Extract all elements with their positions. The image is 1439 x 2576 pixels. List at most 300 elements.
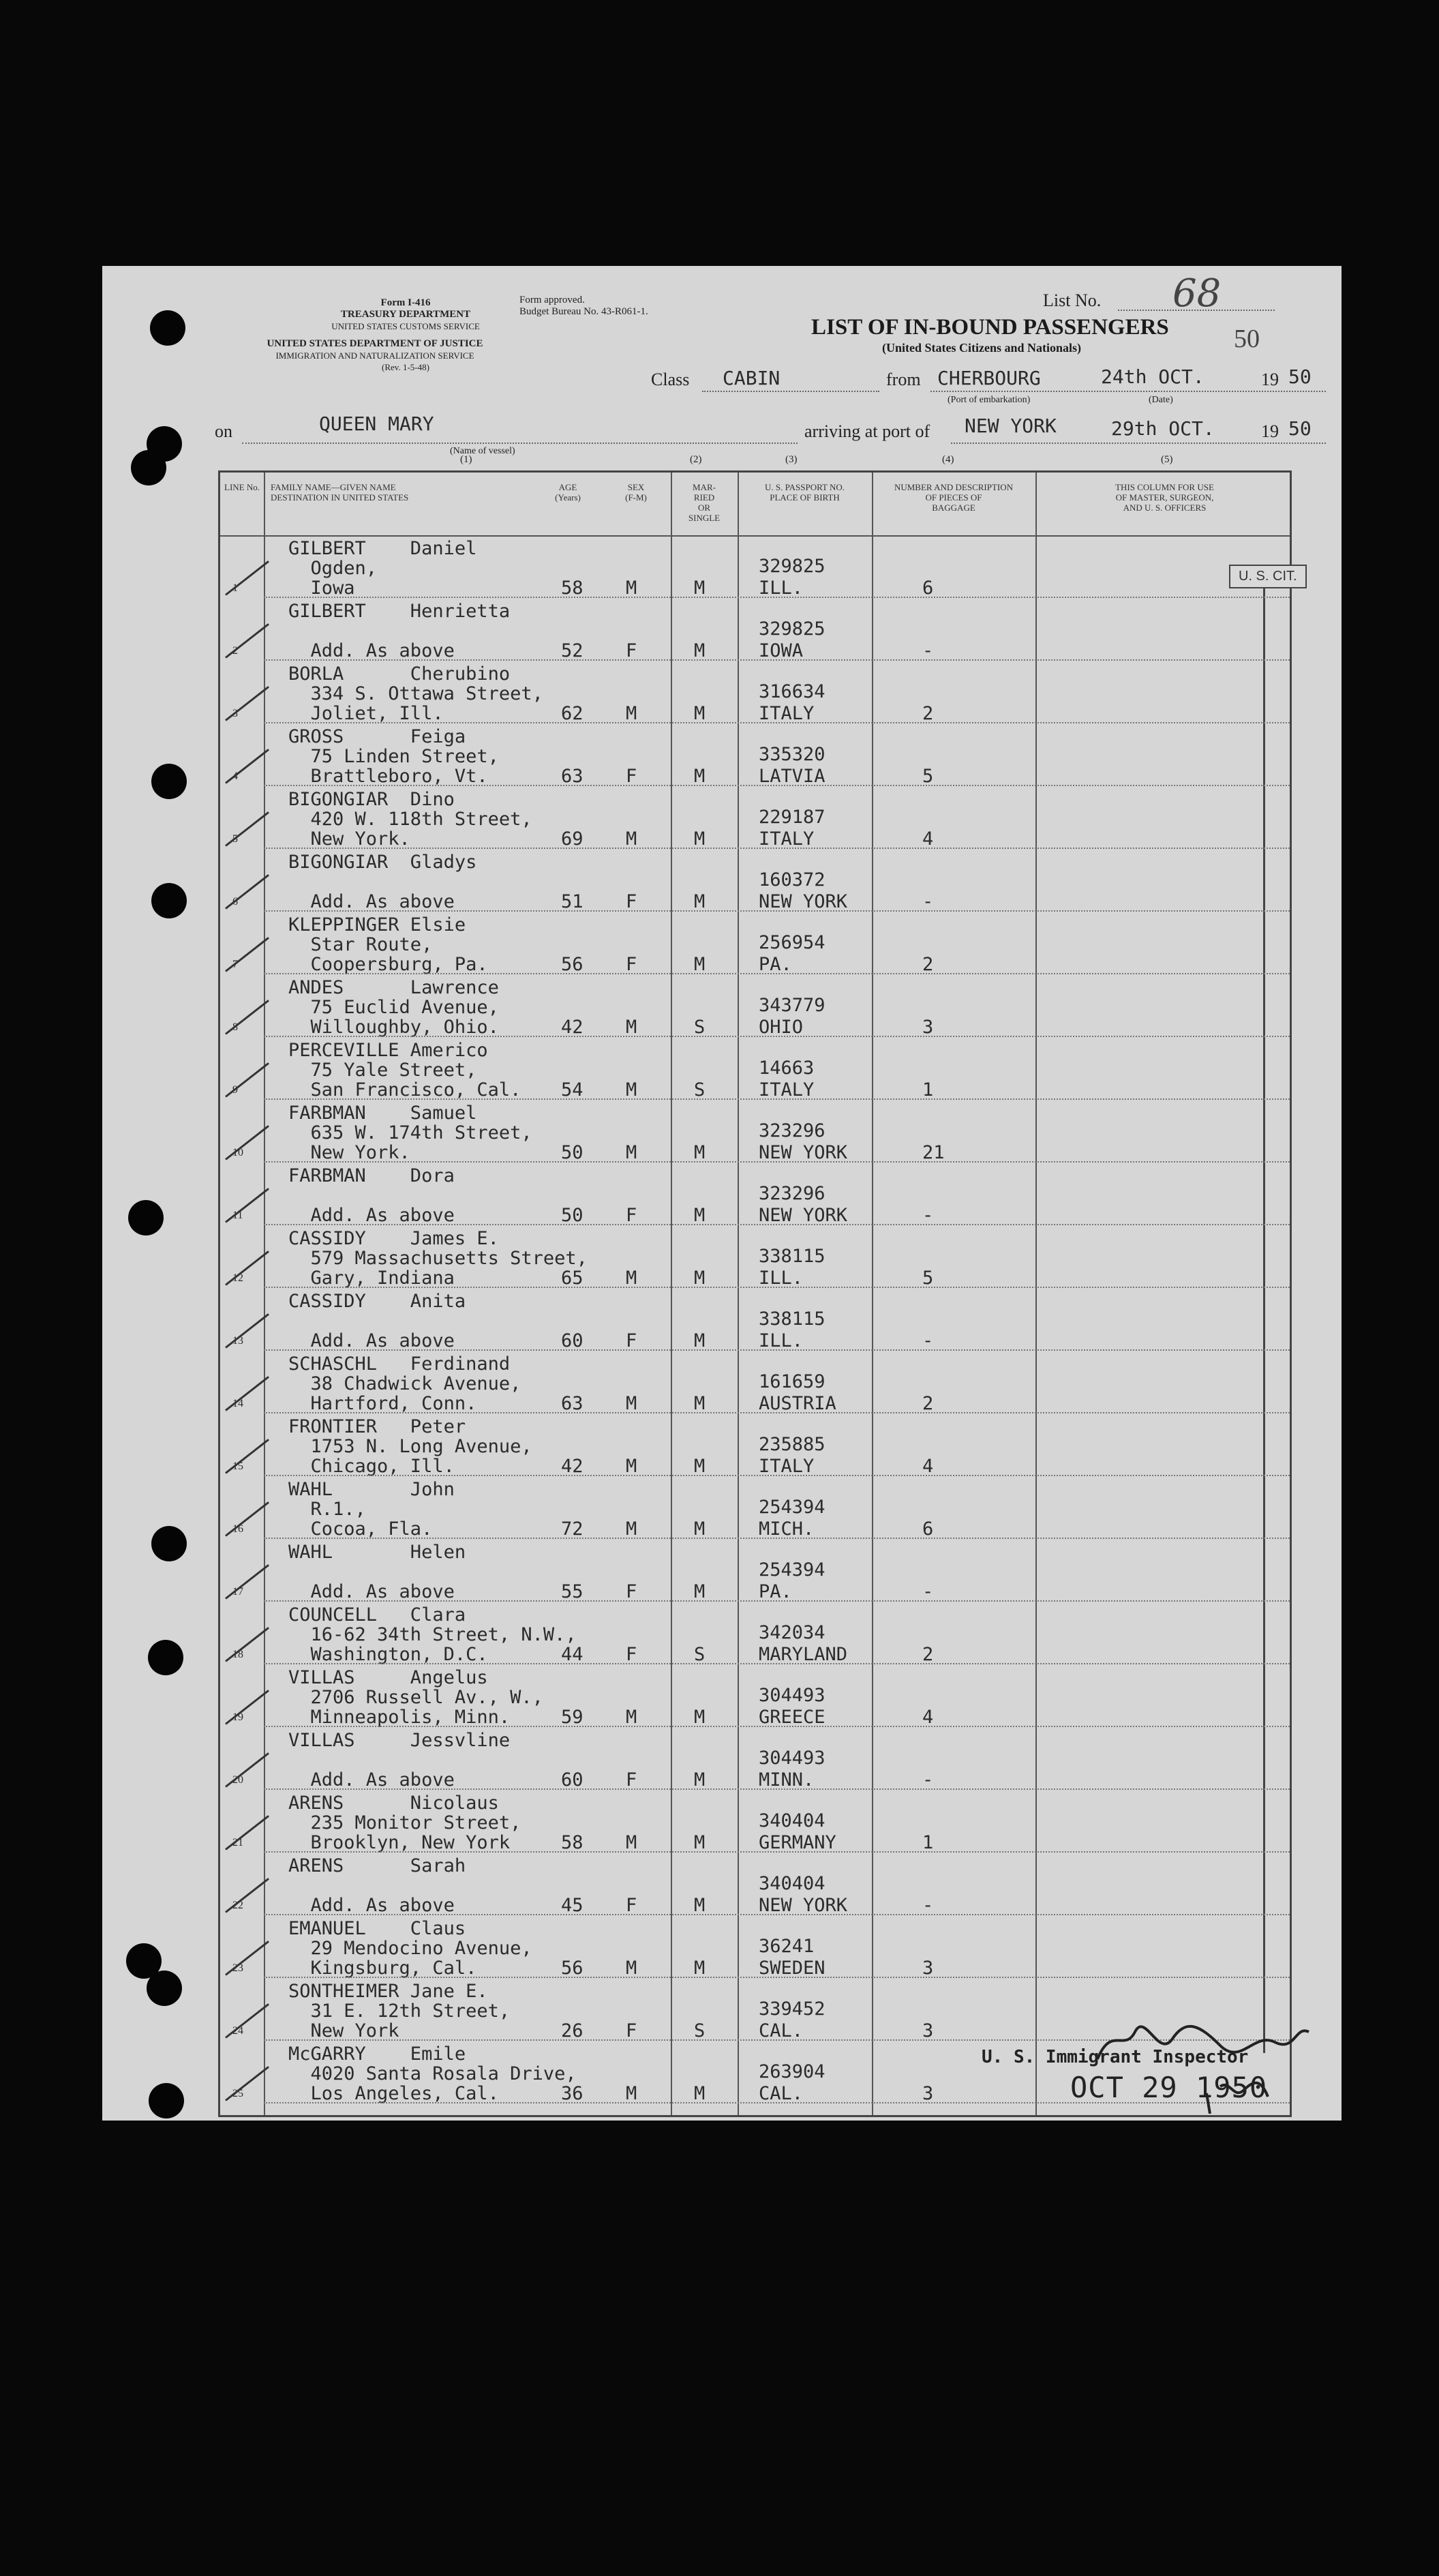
passport-number: 316634	[759, 681, 825, 702]
place-of-birth: IOWA	[759, 640, 804, 661]
place-of-birth: ITALY	[759, 1079, 815, 1100]
vessel-name: QUEEN MARY	[319, 413, 434, 435]
on-label: on	[215, 421, 232, 441]
check-mark	[225, 1878, 269, 1913]
passenger-sex: M	[626, 2083, 637, 2104]
passenger-address-2: Gary, Indiana	[288, 1268, 455, 1289]
passenger-age: 58	[561, 1832, 584, 1853]
passenger-marital-status: M	[694, 1268, 706, 1289]
passenger-marital-status: M	[694, 1518, 706, 1540]
passenger-age: 45	[561, 1895, 584, 1916]
baggage-count: 2	[922, 1393, 934, 1414]
passenger-address-1: 420 W. 118th Street,	[288, 809, 532, 830]
passenger-name: ARENS Sarah	[288, 1855, 466, 1876]
baggage-count: 4	[922, 828, 934, 850]
date-label: (Date)	[1149, 395, 1173, 405]
col-married: MAR- RIED OR SINGLE	[688, 482, 721, 523]
passenger-age: 51	[561, 891, 584, 912]
arrival-year-prefix: 19	[1261, 421, 1279, 441]
punch-hole	[148, 1640, 183, 1675]
passenger-name: GROSS Feiga	[288, 726, 466, 747]
passenger-sex: F	[626, 1330, 637, 1351]
row-line-number: 12	[232, 1272, 243, 1284]
check-mark	[225, 1000, 269, 1035]
punch-hole	[149, 2083, 184, 2118]
passenger-sex: M	[626, 1456, 637, 1477]
passenger-name: BIGONGIAR Dino	[288, 789, 455, 810]
passenger-sex: F	[626, 1895, 637, 1916]
inspection-date-stamp: OCT 29 1950	[1070, 2071, 1268, 2104]
passenger-age: 59	[561, 1707, 584, 1728]
passenger-address-1: 579 Massachusetts Street,	[288, 1248, 588, 1269]
place-of-birth: GREECE	[759, 1707, 825, 1728]
col-passport: U. S. PASSPORT NO. PLACE OF BIRTH	[765, 482, 845, 503]
passenger-address-2: Willoughby, Ohio.	[288, 1017, 499, 1038]
passenger-age: 54	[561, 1079, 584, 1100]
baggage-count: 1	[922, 1832, 934, 1853]
row-divider	[264, 1726, 1290, 1727]
passenger-marital-status: S	[694, 2020, 706, 2041]
manifest-page	[102, 266, 1342, 2121]
place-of-birth: NEW YORK	[759, 1142, 848, 1163]
passenger-sex: F	[626, 766, 637, 787]
baggage-count: -	[922, 1769, 934, 1791]
passenger-age: 58	[561, 578, 584, 599]
passenger-age: 69	[561, 828, 584, 850]
passenger-age: 63	[561, 1393, 584, 1414]
passenger-address-1: 75 Yale Street,	[288, 1060, 477, 1081]
form-approved: Form approved.	[519, 295, 585, 305]
row-line-number: 21	[232, 1837, 243, 1848]
passenger-name: CASSIDY Anita	[288, 1291, 466, 1312]
row-divider	[264, 1538, 1290, 1539]
row-line-number: 5	[232, 833, 238, 845]
arrival-date: 29th OCT.	[1111, 417, 1215, 440]
passenger-sex: F	[626, 891, 637, 912]
row-line-number: 1	[232, 582, 238, 594]
passenger-marital-status: S	[694, 1017, 706, 1038]
passport-number: 254394	[759, 1497, 825, 1518]
row-divider	[264, 1914, 1290, 1915]
punch-hole	[147, 1971, 182, 2006]
form-title: LIST OF IN-BOUND PASSENGERS	[811, 315, 1169, 340]
check-mark	[225, 749, 269, 784]
vessel-label: (Name of vessel)	[450, 446, 515, 456]
place-of-birth: ITALY	[759, 828, 815, 850]
depart-year-prefix: 19	[1261, 370, 1279, 389]
passenger-address-1: 29 Mendocino Avenue,	[288, 1938, 532, 1959]
place-of-birth: MINN.	[759, 1769, 815, 1791]
place-of-birth: SWEDEN	[759, 1958, 825, 1979]
passenger-name: CASSIDY James E.	[288, 1228, 499, 1249]
passenger-table	[218, 470, 1297, 2117]
row-line-number: 19	[232, 1711, 243, 1723]
place-of-birth: NEW YORK	[759, 1205, 848, 1226]
passenger-address-2: Hartford, Conn.	[288, 1393, 477, 1414]
row-divider	[264, 1663, 1290, 1664]
passport-number: 235885	[759, 1434, 825, 1455]
list-no-handwritten: 68	[1172, 271, 1222, 316]
row-divider	[264, 1349, 1290, 1351]
list-no-label: List No.	[1043, 290, 1102, 310]
passenger-sex: M	[626, 1017, 637, 1038]
col-name-destination: FAMILY NAME—GIVEN NAME DESTINATION IN UNITED STATES	[271, 482, 409, 503]
place-of-birth: ILL.	[759, 1330, 804, 1351]
passenger-sex: M	[626, 1079, 637, 1100]
passport-number: 161659	[759, 1371, 825, 1392]
row-divider	[264, 597, 1290, 598]
inspector-label: U. S. Immigrant Inspector	[982, 2047, 1249, 2067]
passenger-age: 56	[561, 954, 584, 975]
place-of-birth: ILL.	[759, 578, 804, 599]
row-divider	[264, 1224, 1290, 1225]
passenger-address-2: San Francisco, Cal.	[288, 1079, 521, 1100]
passenger-name: FARBMAN Dora	[288, 1165, 455, 1186]
passenger-sex: M	[626, 828, 637, 850]
place-of-birth: NEW YORK	[759, 1895, 848, 1916]
passenger-name: KLEPPINGER Elsie	[288, 914, 466, 935]
passenger-name: GILBERT Henrietta	[288, 601, 511, 622]
check-mark	[225, 1815, 269, 1851]
passport-number: 338115	[759, 1308, 825, 1330]
passenger-age: 42	[561, 1456, 584, 1477]
form-number: Form I-416	[380, 297, 431, 308]
row-line-number: 4	[232, 770, 238, 782]
passenger-marital-status: M	[694, 1832, 706, 1853]
class-label: Class	[651, 370, 690, 389]
place-of-birth: NEW YORK	[759, 891, 848, 912]
place-of-birth: ITALY	[759, 1456, 815, 1477]
place-of-birth: GERMANY	[759, 1832, 836, 1853]
passport-number: 338115	[759, 1246, 825, 1267]
row-divider	[264, 973, 1290, 974]
passenger-sex: M	[626, 1268, 637, 1289]
passport-number: 323296	[759, 1183, 825, 1204]
passenger-marital-status: M	[694, 954, 706, 975]
check-mark	[225, 874, 269, 910]
passenger-address-2: Add. As above	[288, 1769, 455, 1791]
check-mark	[225, 1501, 269, 1537]
place-of-birth: MARYLAND	[759, 1644, 848, 1665]
passenger-marital-status: M	[694, 828, 706, 850]
passenger-address-1: 2706 Russell Av., W.,	[288, 1687, 543, 1708]
place-of-birth: CAL.	[759, 2083, 804, 2104]
passenger-age: 26	[561, 2020, 584, 2041]
row-divider	[264, 659, 1290, 661]
colnum-1: (1)	[460, 454, 472, 465]
passenger-marital-status: M	[694, 1393, 706, 1414]
baggage-count: 5	[922, 1268, 934, 1289]
passport-number: 323296	[759, 1120, 825, 1141]
passport-number: 254394	[759, 1559, 825, 1581]
passenger-address-1: 16-62 34th Street, N.W.,	[288, 1624, 577, 1645]
passenger-address-2: New York.	[288, 828, 410, 850]
baggage-count: 3	[922, 1017, 934, 1038]
passport-number: 160372	[759, 869, 825, 890]
row-divider	[264, 1977, 1290, 1978]
port-embarkation-label: (Port of embarkation)	[948, 395, 1031, 405]
baggage-count: 5	[922, 766, 934, 787]
passenger-marital-status: M	[694, 703, 706, 724]
col-line-no: LINE No.	[224, 482, 260, 492]
passenger-marital-status: M	[694, 766, 706, 787]
row-divider	[264, 722, 1290, 723]
baggage-count: -	[922, 640, 934, 661]
passport-number: 329825	[759, 556, 825, 577]
row-line-number: 2	[232, 645, 238, 657]
punch-hole	[151, 1526, 187, 1561]
baggage-count: -	[922, 1205, 934, 1226]
inspector-signature	[1084, 2011, 1316, 2114]
passport-number: 335320	[759, 744, 825, 765]
passenger-address-1: 635 W. 174th Street,	[288, 1122, 532, 1143]
passport-number: 256954	[759, 932, 825, 953]
passenger-address-1: Ogden,	[288, 558, 378, 579]
passenger-sex: F	[626, 1205, 637, 1226]
passenger-name: COUNCELL Clara	[288, 1604, 466, 1626]
customs-service: UNITED STATES CUSTOMS SERVICE	[331, 321, 480, 331]
passenger-age: 56	[561, 1958, 584, 1979]
departure-year: 50	[1288, 365, 1312, 388]
baggage-count: -	[922, 1895, 934, 1916]
col-officer-use: THIS COLUMN FOR USE OF MASTER, SURGEON, AND U. S. OFFICERS	[1115, 482, 1214, 513]
place-of-birth: ILL.	[759, 1268, 804, 1289]
officer-vertical-line	[1263, 587, 1265, 2053]
passenger-address-2: New York	[288, 2020, 399, 2041]
passenger-address-2: Iowa	[288, 578, 355, 599]
baggage-count: 4	[922, 1707, 934, 1728]
place-of-birth: CAL.	[759, 2020, 804, 2041]
baggage-count: 21	[922, 1142, 945, 1163]
passenger-address-2: Add. As above	[288, 640, 455, 661]
baggage-count: 6	[922, 578, 934, 599]
form-subtitle: (United States Citizens and Nationals)	[881, 341, 1081, 355]
baggage-count: 1	[922, 1079, 934, 1100]
row-divider	[264, 848, 1290, 849]
from-label: from	[886, 370, 921, 389]
passport-number: 304493	[759, 1748, 825, 1769]
row-divider	[264, 1287, 1290, 1288]
passport-number: 229187	[759, 807, 825, 828]
baggage-count: 3	[922, 2020, 934, 2041]
passenger-marital-status: M	[694, 1456, 706, 1477]
punch-hole	[150, 310, 185, 346]
passenger-age: 52	[561, 640, 584, 661]
row-divider	[264, 1600, 1290, 1602]
row-divider	[264, 1788, 1290, 1790]
passenger-age: 44	[561, 1644, 584, 1665]
check-mark	[225, 937, 269, 972]
punch-hole	[131, 450, 166, 485]
passport-number: 340404	[759, 1810, 825, 1831]
check-mark	[225, 623, 269, 659]
row-line-number: 25	[232, 2088, 243, 2099]
row-divider	[264, 1412, 1290, 1413]
row-line-number: 9	[232, 1084, 238, 1096]
baggage-count: 2	[922, 954, 934, 975]
passenger-age: 42	[561, 1017, 584, 1038]
baggage-count: 3	[922, 1958, 934, 1979]
ins-service: IMMIGRATION AND NATURALIZATION SERVICE	[275, 350, 474, 361]
passenger-address-2: Joliet, Ill.	[288, 703, 444, 724]
baggage-count: 2	[922, 1644, 934, 1665]
row-divider	[264, 1475, 1290, 1476]
passport-number: 36241	[759, 1936, 815, 1957]
passenger-address-1: 4020 Santa Rosala Drive,	[288, 2063, 577, 2084]
passenger-address-1: 334 S. Ottawa Street,	[288, 683, 543, 704]
col-baggage: NUMBER AND DESCRIPTION OF PIECES OF BAGGAGE	[894, 482, 1014, 513]
baggage-count: 6	[922, 1518, 934, 1540]
passenger-sex: F	[626, 640, 637, 661]
passenger-address-2: Add. As above	[288, 1581, 455, 1602]
passenger-address-1: R.1.,	[288, 1499, 366, 1520]
baggage-count: 3	[922, 2083, 934, 2104]
passenger-marital-status: S	[694, 1079, 706, 1100]
passenger-name: VILLAS Jessvline	[288, 1730, 511, 1751]
passport-number: 339452	[759, 1998, 825, 2020]
passport-number: 340404	[759, 1873, 825, 1894]
passport-number: 342034	[759, 1622, 825, 1643]
colnum-2: (2)	[690, 454, 702, 465]
baggage-count: -	[922, 891, 934, 912]
col-age: AGE (Years)	[555, 482, 581, 503]
passenger-age: 50	[561, 1142, 584, 1163]
passenger-address-1: 1753 N. Long Avenue,	[288, 1436, 532, 1457]
passenger-name: SCHASCHL Ferdinand	[288, 1353, 511, 1375]
row-line-number: 7	[232, 959, 238, 970]
colnum-3: (3)	[785, 454, 798, 465]
check-mark	[225, 811, 269, 847]
arriving-label: arriving at port of	[804, 421, 930, 441]
check-mark	[225, 1439, 269, 1474]
passenger-name: VILLAS Angelus	[288, 1667, 488, 1688]
passenger-sex: M	[626, 1958, 637, 1979]
arrival-port: NEW YORK	[965, 415, 1057, 437]
passenger-sex: F	[626, 1644, 637, 1665]
row-line-number: 18	[232, 1649, 243, 1660]
row-divider	[264, 785, 1290, 786]
passenger-marital-status: S	[694, 1644, 706, 1665]
passenger-sex: M	[626, 703, 637, 724]
row-divider	[264, 1161, 1290, 1163]
row-line-number: 20	[232, 1774, 243, 1786]
row-divider	[264, 1036, 1290, 1037]
punch-hole	[151, 883, 187, 918]
passenger-age: 65	[561, 1268, 584, 1289]
passenger-address-1: 75 Euclid Avenue,	[288, 997, 499, 1018]
passenger-sex: M	[626, 1518, 637, 1540]
row-line-number: 8	[232, 1021, 238, 1033]
passenger-sex: M	[626, 1393, 637, 1414]
passenger-address-1: 38 Chadwick Avenue,	[288, 1373, 521, 1394]
passport-number: 14663	[759, 1058, 815, 1079]
passenger-name: FARBMAN Samuel	[288, 1103, 477, 1124]
passenger-marital-status: M	[694, 1769, 706, 1791]
passenger-address-2: Add. As above	[288, 1330, 455, 1351]
passenger-address-2: New York.	[288, 1142, 410, 1163]
passenger-marital-status: M	[694, 640, 706, 661]
passenger-name: WAHL Helen	[288, 1542, 466, 1563]
passenger-age: 50	[561, 1205, 584, 1226]
passenger-address-2: Chicago, Ill.	[288, 1456, 455, 1477]
passenger-marital-status: M	[694, 1581, 706, 1602]
passenger-age: 72	[561, 1518, 584, 1540]
passenger-sex: F	[626, 954, 637, 975]
check-mark	[225, 1062, 269, 1098]
row-divider	[264, 910, 1290, 912]
check-mark	[225, 1313, 269, 1349]
place-of-birth: PA.	[759, 954, 792, 975]
passenger-sex: M	[626, 1142, 637, 1163]
page-number: 50	[1234, 325, 1260, 353]
from-port: CHERBOURG	[937, 367, 1041, 389]
passenger-marital-status: M	[694, 1330, 706, 1351]
colnum-5: (5)	[1161, 454, 1173, 465]
passenger-sex: M	[626, 1707, 637, 1728]
colnum-4: (4)	[942, 454, 954, 465]
place-of-birth: PA.	[759, 1581, 792, 1602]
passenger-age: 62	[561, 703, 584, 724]
passport-number: 263904	[759, 2061, 825, 2082]
arrival-year: 50	[1288, 417, 1312, 440]
passenger-address-2: Add. As above	[288, 1205, 455, 1226]
passenger-address-2: Los Angeles, Cal.	[288, 2083, 499, 2104]
passenger-sex: F	[626, 1769, 637, 1791]
passenger-name: ANDES Lawrence	[288, 977, 499, 998]
passenger-address-2: Brattleboro, Vt.	[288, 766, 488, 787]
row-line-number: 24	[232, 2025, 243, 2037]
us-citizen-stamp: U. S. CIT.	[1229, 565, 1307, 588]
passenger-address-1: 75 Linden Street,	[288, 746, 499, 767]
passenger-name: GILBERT Daniel	[288, 538, 477, 559]
check-mark	[225, 1564, 269, 1600]
passenger-address-2: Washington, D.C.	[288, 1644, 488, 1665]
passenger-sex: F	[626, 1581, 637, 1602]
check-mark	[225, 1752, 269, 1788]
passport-number: 329825	[759, 618, 825, 640]
treasury-dept: TREASURY DEPARTMENT	[340, 309, 471, 320]
check-mark	[225, 1627, 269, 1662]
passenger-age: 63	[561, 766, 584, 787]
passenger-sex: M	[626, 1832, 637, 1853]
check-mark	[225, 1376, 269, 1411]
punch-hole	[128, 1200, 164, 1235]
row-line-number: 13	[232, 1335, 243, 1347]
passenger-age: 55	[561, 1581, 584, 1602]
passenger-marital-status: M	[694, 1142, 706, 1163]
passenger-marital-status: M	[694, 1895, 706, 1916]
class-value: CABIN	[723, 367, 781, 389]
baggage-count: 4	[922, 1456, 934, 1477]
passenger-address-2: Brooklyn, New York	[288, 1832, 511, 1853]
row-line-number: 11	[232, 1210, 243, 1221]
passenger-marital-status: M	[694, 1958, 706, 1979]
row-line-number: 6	[232, 896, 238, 908]
passenger-name: McGARRY Emile	[288, 2043, 466, 2065]
row-line-number: 23	[232, 1962, 243, 1974]
check-mark	[225, 1941, 269, 1976]
punch-hole	[151, 764, 187, 799]
passenger-address-1: 31 E. 12th Street,	[288, 2001, 511, 2022]
passenger-marital-status: M	[694, 1205, 706, 1226]
place-of-birth: ITALY	[759, 703, 815, 724]
baggage-count: 2	[922, 703, 934, 724]
check-mark	[225, 1690, 269, 1725]
row-line-number: 22	[232, 1900, 243, 1911]
baggage-count: -	[922, 1581, 934, 1602]
check-mark	[225, 1188, 269, 1223]
passenger-address-1: 235 Monitor Street,	[288, 1812, 521, 1833]
